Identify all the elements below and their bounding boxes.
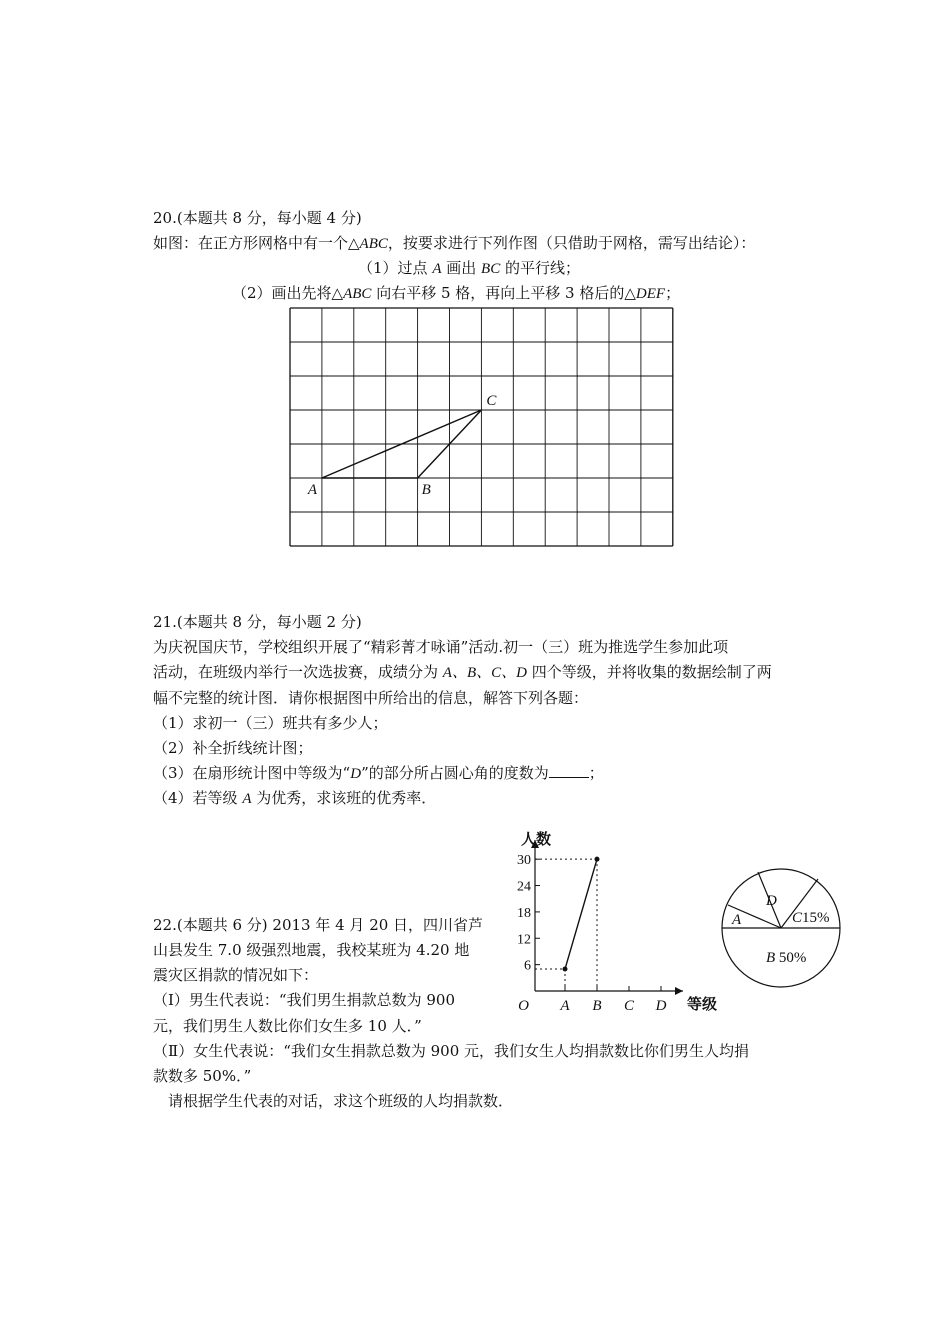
q20-intro: 如图：在正方形网格中有一个△ABC，按要求进行下列作图（只借助于网格，需写出结论）： (153, 234, 756, 252)
pie-chart (718, 862, 848, 992)
x-tick-label: D (655, 998, 667, 1014)
answer-blank[interactable] (549, 763, 589, 778)
q20-part1: （1）过点 A 画出 BC 的平行线； (358, 259, 580, 277)
series-line (565, 859, 597, 969)
point-label-b: B (421, 482, 431, 498)
q21-sub2: （2）补全折线统计图； (153, 739, 313, 757)
y-tick-label: 6 (524, 958, 531, 974)
y-tick-label: 24 (517, 879, 531, 895)
q22-line3: 震灾区捐款的情况如下： (153, 966, 319, 984)
line-chart (505, 828, 720, 1018)
q22-line4: （Ⅰ）男生代表说：“我们男生捐款总数为 900 (153, 991, 455, 1009)
q21-line3: 幅不完整的统计图．请你根据图中所给出的信息，解答下列各题： (153, 689, 589, 707)
pie-labels (731, 893, 830, 966)
q22-line1: 22.(本题共 6 分) 2013 年 4 月 20 日，四川省芦 (153, 916, 484, 934)
x-axis-title: 等级 (687, 997, 718, 1013)
square-grid-figure (280, 300, 680, 552)
point-label-c: C (486, 393, 497, 409)
q21-line1: 为庆祝国庆节，学校组织开展了“精彩菁才咏诵”活动.初一（三）班为推选学生参加此项 (153, 638, 729, 656)
y-tick-label: 18 (517, 905, 531, 921)
line-chart-axes (531, 840, 683, 995)
line-chart-labels (517, 830, 717, 1014)
y-tick-label: 30 (517, 853, 531, 869)
x-tick-label: C (623, 998, 635, 1014)
q21-header: 21.(本题共 8 分，每小题 2 分) (153, 613, 362, 631)
pie-label: A (732, 912, 742, 928)
q22-line7: 款数多 50%．” (153, 1067, 252, 1085)
q21-sub3: （3）在扇形统计图中等级为“D”的部分所占圆心角的度数为 ； (153, 764, 604, 782)
data-point (595, 857, 600, 862)
q22-line8: 请根据学生代表的对话，求这个班级的人均捐款数． (168, 1092, 514, 1110)
q20-part2: （2）画出先将△ABC 向右平移 5 格，再向上平移 3 格后的△DEF； (232, 284, 681, 302)
pie-label: D (766, 893, 777, 909)
data-point (563, 967, 568, 972)
point-labels (307, 393, 498, 498)
q21-sub1: （1）求初一（三）班共有多少人； (153, 714, 388, 732)
q21-line2: 活动，在班级内举行一次选拔赛，成绩分为 A、B、C、D 四个等级，并将收集的数据绘制了两 (153, 663, 772, 681)
pie-label: C15% (792, 910, 830, 926)
x-axis-arrow (675, 987, 683, 995)
pie-label: B 50% (766, 950, 807, 966)
grid-lines (290, 308, 673, 546)
line-chart-series (563, 857, 600, 972)
x-tick-label: A (560, 998, 570, 1014)
x-tick-label: B (592, 998, 602, 1014)
origin-label: O (518, 998, 529, 1014)
q22-line5: 元，我们男生人数比你们女生多 10 人．” (153, 1017, 422, 1035)
q22-line6: （Ⅱ）女生代表说：“我们女生捐款总数为 900 元，我们女生人均捐款数比你们男生人均捐 (153, 1042, 750, 1060)
q22-line2: 山县发生 7.0 级强烈地震，我校某班为 4.20 地 (153, 941, 470, 959)
y-axis-title: 人数 (521, 832, 552, 848)
point-label-a: A (307, 482, 318, 498)
q20-header: 20.(本题共 8 分，每小题 4 分) (153, 209, 362, 227)
y-tick-label: 12 (517, 932, 531, 948)
q21-sub4: （4）若等级 A 为优秀，求该班的优秀率． (153, 789, 437, 807)
